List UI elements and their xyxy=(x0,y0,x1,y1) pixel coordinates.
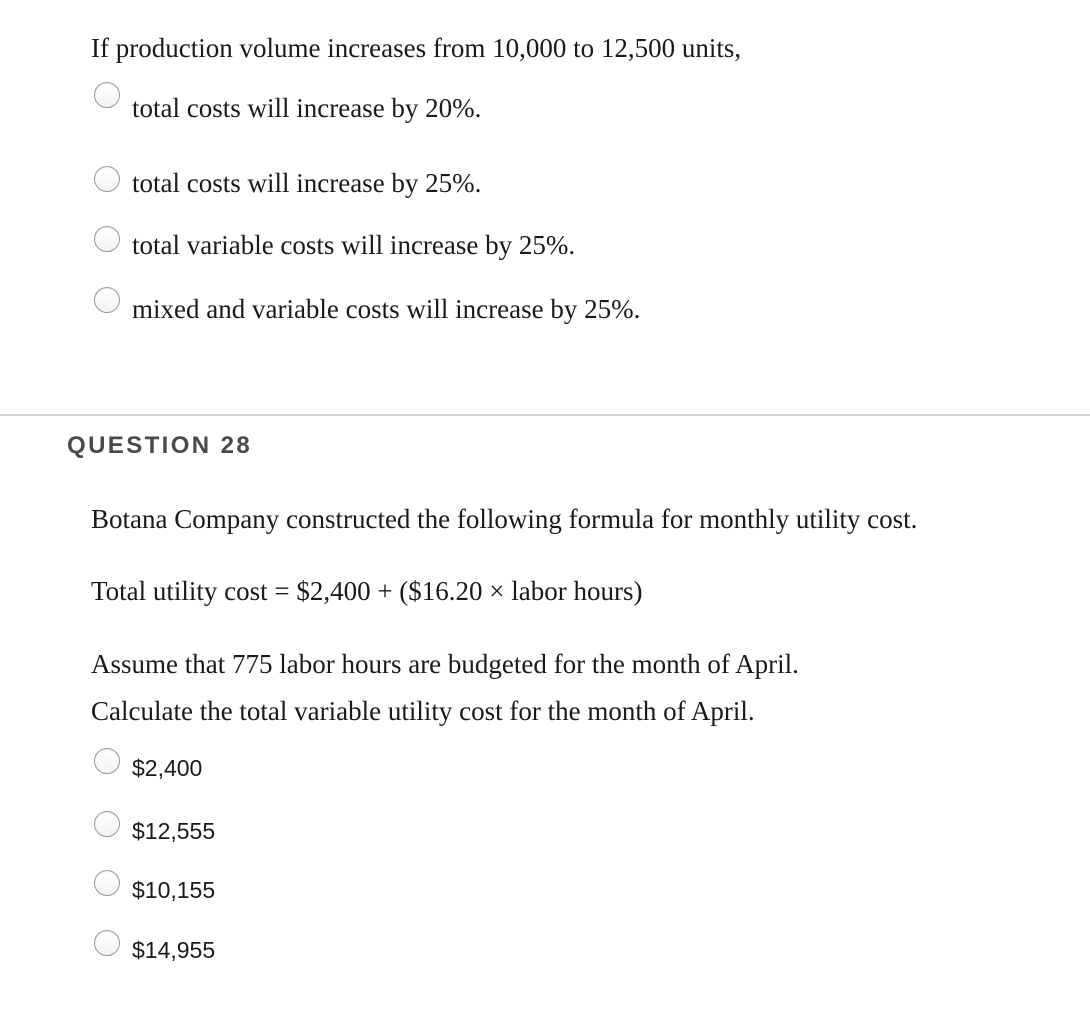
radio-button[interactable] xyxy=(94,870,120,896)
radio-button[interactable] xyxy=(94,166,120,192)
q28-intro: Botana Company constructed the following formula for monthly utility cost. xyxy=(91,504,918,534)
q28-option-1[interactable] xyxy=(94,744,203,781)
question-28-header: QUESTION 28 xyxy=(67,432,253,459)
q27-option-4-label: mixed and variable costs will increase by 25%. xyxy=(132,293,641,324)
q28-formula: Total utility cost = $2,400 + ($16.20 × labor hours) xyxy=(91,576,643,606)
q28-option-3-label: $10,155 xyxy=(132,876,216,903)
q28-option-2[interactable] xyxy=(94,807,216,844)
q27-option-2-label: total costs will increase by 25%. xyxy=(132,167,482,198)
question-divider xyxy=(0,414,1090,416)
q27-option-1[interactable] xyxy=(94,78,482,123)
radio-button[interactable] xyxy=(94,226,120,252)
q27-option-3-label: total variable costs will increase by 25%. xyxy=(132,229,576,260)
q27-option-1-label: total costs will increase by 20%. xyxy=(132,92,482,123)
q27-option-4[interactable] xyxy=(94,283,641,324)
q28-ask: Calculate the total variable utility cost for the month of April. xyxy=(91,696,755,726)
q28-option-1-label: $2,400 xyxy=(132,754,203,781)
q27-option-3[interactable] xyxy=(94,222,576,260)
q27-prompt: If production volume increases from 10,000 to 12,500 units, xyxy=(91,33,742,63)
radio-button[interactable] xyxy=(94,287,120,313)
q28-option-4[interactable] xyxy=(94,926,216,963)
q28-option-3[interactable] xyxy=(94,866,216,903)
q27-option-2[interactable] xyxy=(94,162,481,196)
q28-option-4-label: $14,955 xyxy=(132,936,216,963)
radio-button[interactable] xyxy=(94,82,120,108)
radio-button[interactable] xyxy=(94,748,120,774)
radio-button[interactable] xyxy=(94,930,120,956)
radio-button[interactable] xyxy=(94,811,120,837)
q28-assumption: Assume that 775 labor hours are budgeted for the month of April. xyxy=(91,649,799,679)
q28-option-2-label: $12,555 xyxy=(132,817,216,844)
